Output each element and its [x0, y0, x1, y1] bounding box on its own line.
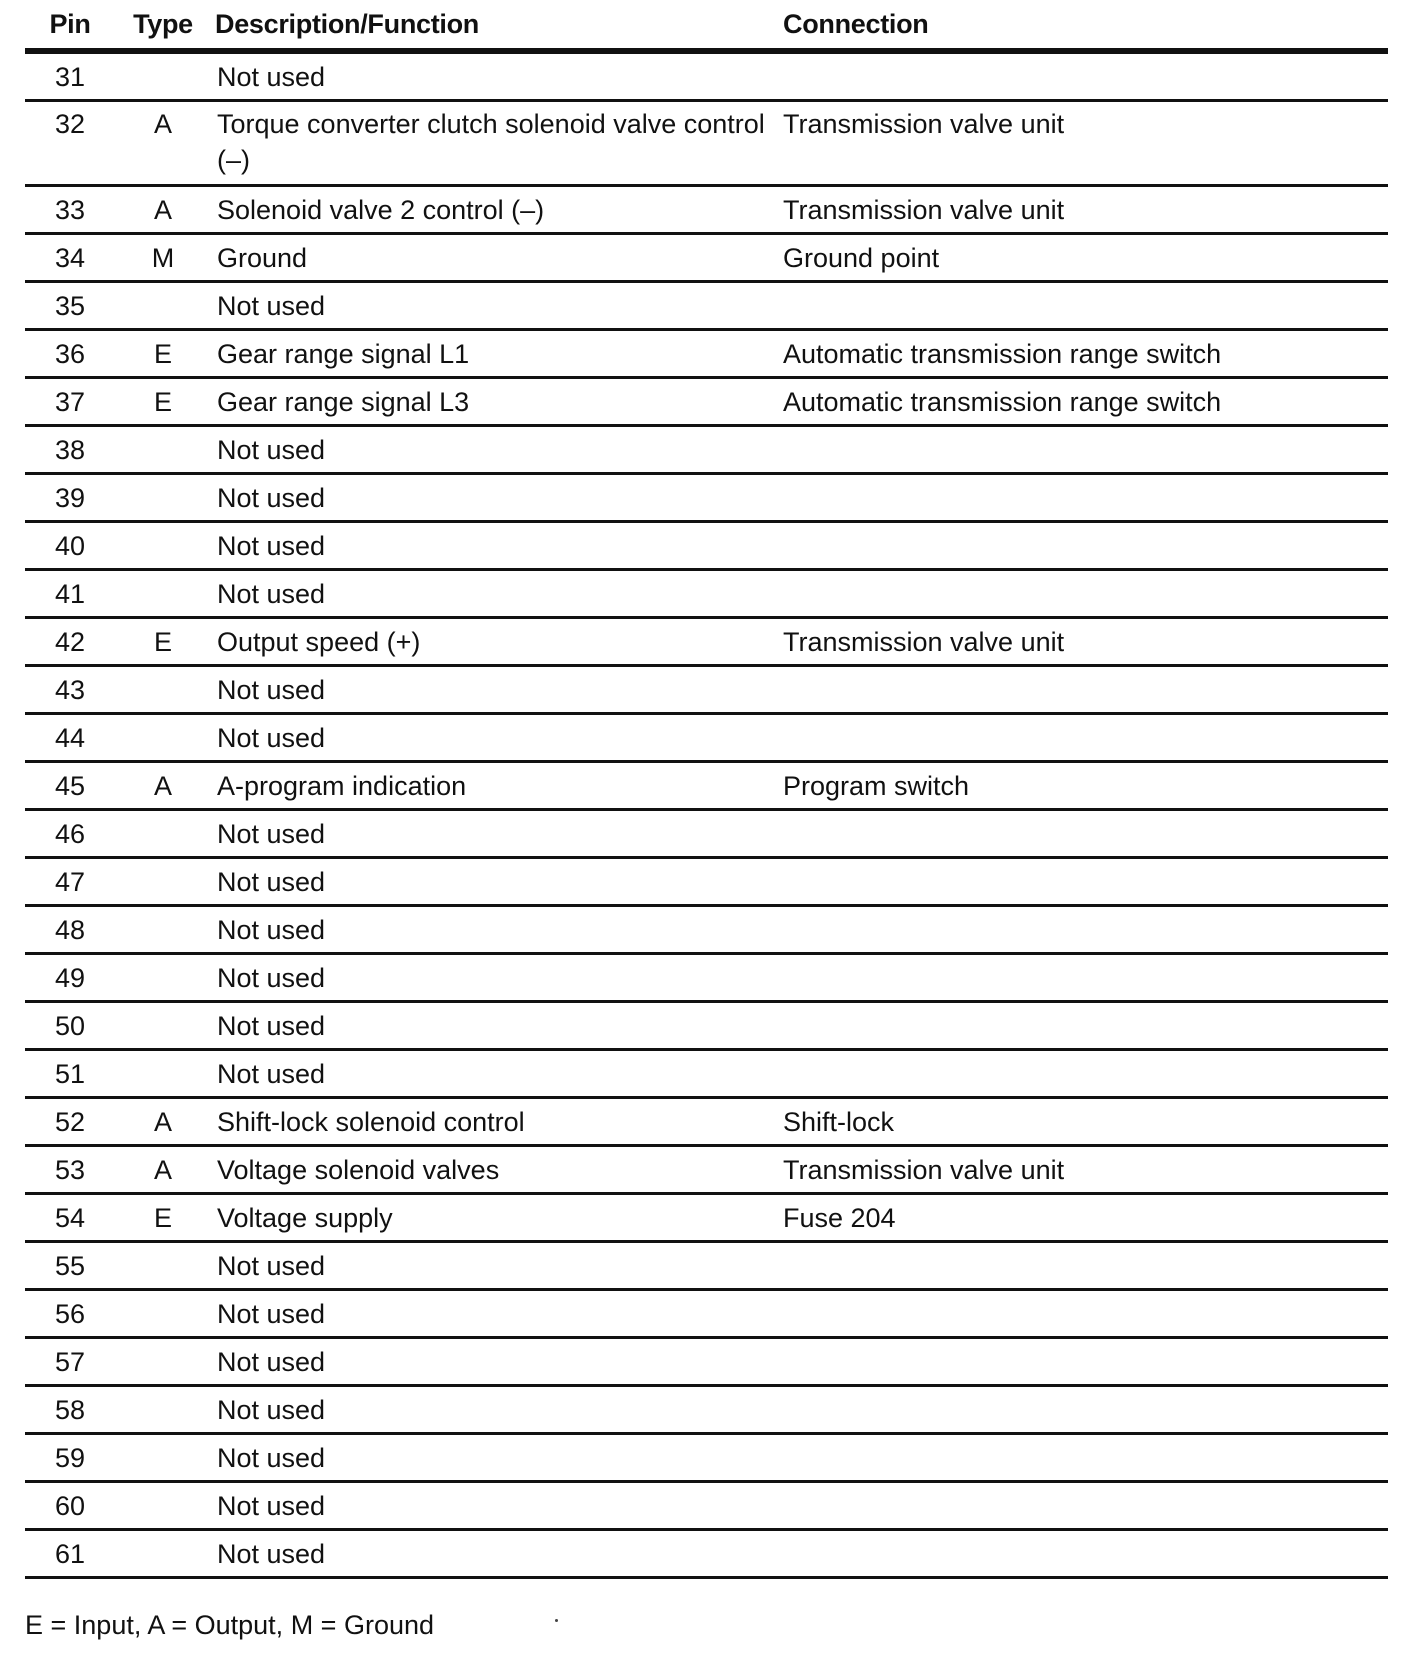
description-cell: A-program indication [215, 762, 783, 810]
description-cell: Output speed (+) [215, 618, 783, 666]
table-row [25, 378, 1388, 426]
table-row [25, 1434, 1388, 1482]
type-cell [125, 1482, 215, 1530]
pin-cell: 57 [25, 1338, 125, 1386]
table-row [25, 762, 1388, 810]
pin-cell: 35 [25, 282, 125, 330]
connection-cell [783, 1386, 1388, 1434]
connection-cell: Ground point [783, 234, 1388, 282]
description-cell: Not used [215, 1434, 783, 1482]
pin-cell: 42 [25, 618, 125, 666]
description-cell: Gear range signal L1 [215, 330, 783, 378]
pin-cell: 32 [25, 101, 125, 186]
table-header [25, 0, 1388, 51]
description-cell: Not used [215, 282, 783, 330]
type-cell: A [125, 762, 215, 810]
description-cell: Gear range signal L3 [215, 378, 783, 426]
type-cell [125, 666, 215, 714]
table-row [25, 522, 1388, 570]
connection-cell [783, 714, 1388, 762]
pin-cell: 39 [25, 474, 125, 522]
pin-cell: 46 [25, 810, 125, 858]
table-row [25, 810, 1388, 858]
table-row [25, 1002, 1388, 1050]
type-cell [125, 1386, 215, 1434]
description-cell: Voltage supply [215, 1194, 783, 1242]
description-cell: Not used [215, 1002, 783, 1050]
table-row [25, 954, 1388, 1002]
connection-cell [783, 1242, 1388, 1290]
pin-cell: 40 [25, 522, 125, 570]
pin-cell: 61 [25, 1530, 125, 1578]
connection-cell [783, 666, 1388, 714]
type-cell: E [125, 378, 215, 426]
connection-cell [783, 426, 1388, 474]
type-cell [125, 954, 215, 1002]
description-cell: Not used [215, 1290, 783, 1338]
description-cell: Shift-lock solenoid control [215, 1098, 783, 1146]
table-body [25, 51, 1388, 1578]
type-cell: M [125, 234, 215, 282]
pin-cell: 48 [25, 906, 125, 954]
pin-cell: 34 [25, 234, 125, 282]
pin-cell: 58 [25, 1386, 125, 1434]
pin-cell: 33 [25, 186, 125, 234]
pin-cell: 36 [25, 330, 125, 378]
table-row [25, 101, 1388, 186]
table-row [25, 1146, 1388, 1194]
type-legend: E = Input, A = Output, M = Ground [25, 1610, 435, 1640]
table-row [25, 186, 1388, 234]
header-pin: Pin [25, 0, 125, 51]
table-row [25, 1242, 1388, 1290]
pin-cell: 50 [25, 1002, 125, 1050]
table-row [25, 1338, 1388, 1386]
type-cell [125, 810, 215, 858]
connection-cell: Automatic transmission range switch [783, 378, 1388, 426]
table-row [25, 234, 1388, 282]
table-row [25, 1194, 1388, 1242]
type-cell [125, 1290, 215, 1338]
table-row [25, 1290, 1388, 1338]
description-cell: Not used [215, 1482, 783, 1530]
table-row [25, 666, 1388, 714]
connection-cell [783, 810, 1388, 858]
table-row [25, 714, 1388, 762]
type-cell [125, 474, 215, 522]
pin-cell: 43 [25, 666, 125, 714]
description-cell: Not used [215, 51, 783, 101]
connection-cell: Transmission valve unit [783, 101, 1388, 186]
connection-cell [783, 858, 1388, 906]
table-row [25, 906, 1388, 954]
connection-cell [783, 1434, 1388, 1482]
header-description: Description/Function [215, 0, 783, 51]
pin-cell: 45 [25, 762, 125, 810]
pin-cell: 52 [25, 1098, 125, 1146]
connection-cell [783, 474, 1388, 522]
description-cell: Solenoid valve 2 control (–) [215, 186, 783, 234]
pinout-table [25, 0, 1388, 1579]
connection-cell: Fuse 204 [783, 1194, 1388, 1242]
description-cell: Not used [215, 1338, 783, 1386]
pin-cell: 38 [25, 426, 125, 474]
table-row [25, 858, 1388, 906]
pin-cell: 44 [25, 714, 125, 762]
connection-cell [783, 1482, 1388, 1530]
table-row [25, 1482, 1388, 1530]
type-cell [125, 1530, 215, 1578]
pin-cell: 53 [25, 1146, 125, 1194]
connection-cell: Transmission valve unit [783, 618, 1388, 666]
type-cell [125, 906, 215, 954]
connection-cell: Transmission valve unit [783, 186, 1388, 234]
pin-cell: 49 [25, 954, 125, 1002]
table-row [25, 474, 1388, 522]
type-cell: A [125, 101, 215, 186]
stray-dot [555, 1619, 558, 1622]
description-cell: Voltage solenoid valves [215, 1146, 783, 1194]
type-cell [125, 1242, 215, 1290]
connection-cell [783, 906, 1388, 954]
description-cell: Not used [215, 1530, 783, 1578]
description-cell: Not used [215, 1242, 783, 1290]
type-cell [125, 1434, 215, 1482]
description-cell: Not used [215, 1050, 783, 1098]
connection-cell: Program switch [783, 762, 1388, 810]
pin-cell: 31 [25, 51, 125, 101]
description-cell: Not used [215, 714, 783, 762]
pin-cell: 51 [25, 1050, 125, 1098]
description-cell: Not used [215, 906, 783, 954]
table-row [25, 426, 1388, 474]
table-row [25, 51, 1388, 101]
description-cell: Not used [215, 426, 783, 474]
description-cell: Not used [215, 858, 783, 906]
type-cell [125, 1050, 215, 1098]
connection-cell [783, 1002, 1388, 1050]
pin-cell: 56 [25, 1290, 125, 1338]
type-cell [125, 1338, 215, 1386]
type-cell [125, 714, 215, 762]
description-cell: Ground [215, 234, 783, 282]
description-cell: Not used [215, 954, 783, 1002]
pin-cell: 41 [25, 570, 125, 618]
table-row [25, 1530, 1388, 1578]
type-cell: E [125, 330, 215, 378]
header-type: Type [125, 0, 215, 51]
pin-cell: 54 [25, 1194, 125, 1242]
type-cell [125, 858, 215, 906]
connection-cell [783, 51, 1388, 101]
connection-cell [783, 522, 1388, 570]
connection-cell [783, 1338, 1388, 1386]
description-cell: Not used [215, 474, 783, 522]
table-row [25, 618, 1388, 666]
type-cell: A [125, 186, 215, 234]
description-cell: Not used [215, 810, 783, 858]
connection-cell [783, 282, 1388, 330]
description-cell: Not used [215, 666, 783, 714]
table-row [25, 1050, 1388, 1098]
pin-cell: 60 [25, 1482, 125, 1530]
table-row [25, 282, 1388, 330]
connection-cell: Automatic transmission range switch [783, 330, 1388, 378]
pin-cell: 55 [25, 1242, 125, 1290]
table-row [25, 330, 1388, 378]
connection-cell [783, 570, 1388, 618]
table-row [25, 1098, 1388, 1146]
type-cell [125, 1002, 215, 1050]
connection-cell: Transmission valve unit [783, 1146, 1388, 1194]
header-row [25, 0, 1388, 51]
connection-cell [783, 954, 1388, 1002]
description-cell: Not used [215, 522, 783, 570]
type-cell: E [125, 618, 215, 666]
pin-cell: 47 [25, 858, 125, 906]
connection-cell: Shift-lock [783, 1098, 1388, 1146]
table-row [25, 1386, 1388, 1434]
pin-cell: 37 [25, 378, 125, 426]
type-cell [125, 522, 215, 570]
type-cell [125, 426, 215, 474]
type-cell [125, 570, 215, 618]
type-cell: A [125, 1146, 215, 1194]
type-cell [125, 282, 215, 330]
connection-cell [783, 1530, 1388, 1578]
type-cell: E [125, 1194, 215, 1242]
description-cell: Not used [215, 570, 783, 618]
type-cell [125, 51, 215, 101]
table-row [25, 570, 1388, 618]
pin-cell: 59 [25, 1434, 125, 1482]
connection-cell [783, 1290, 1388, 1338]
type-cell: A [125, 1098, 215, 1146]
description-cell: Not used [215, 1386, 783, 1434]
description-cell: Torque converter clutch solenoid valve control (–) [215, 101, 783, 186]
header-connection: Connection [783, 0, 1388, 51]
connection-cell [783, 1050, 1388, 1098]
